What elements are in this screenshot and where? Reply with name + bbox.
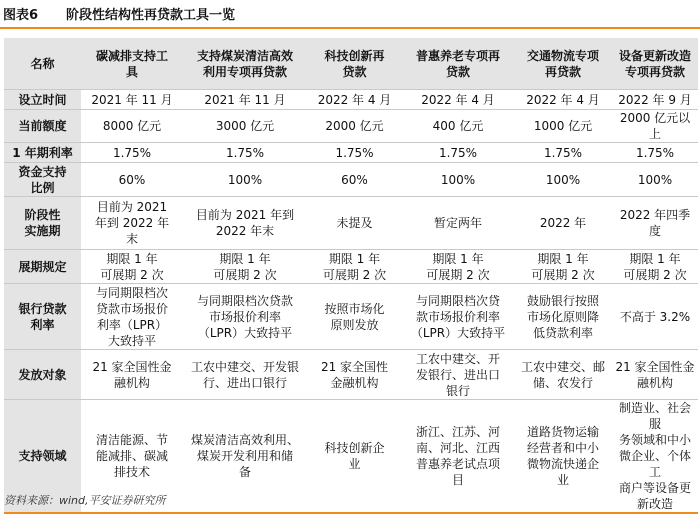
table-cell: 科技创新企 业 [324,441,385,471]
figure-title: 阶段性结构性再贷款工具一览 [66,8,236,23]
table-cell: 21 家全国性金 融机构 [615,359,695,390]
table-row [4,350,698,400]
table-row [4,110,698,143]
table-cell: 按照市场化 原则发放 [324,301,385,332]
row-header: 阶段性 实施期 [4,197,81,250]
table-cell: 1.75% [635,145,675,160]
table-cell: 与同期限档次贷 款市场报价利率 （LPR）大致持平 [410,293,506,340]
table-cell: 工农中建交、邮 储、农发行 [520,359,605,390]
column-header: 普惠养老专项再 贷款 [402,38,514,90]
table-cell: 与同期限档次贷款 市场报价利率 （LPR）大致持平 [196,293,293,340]
table-cell: 100% [440,172,476,187]
table-cell: 1.75% [438,145,478,160]
table-cell: 2022 年 9 月 [618,92,692,107]
column-header: 碳减排支持工 具 [81,38,183,90]
table-cell: 2021 年 11 月 [204,92,286,107]
table-cell: 100% [637,172,673,187]
table-cell: 1.75% [335,145,374,160]
table-cell: 2022 年 4 月 [526,92,600,107]
table-cell: 400 亿元 [432,119,484,133]
table-cell: 制造业、社会服 务领域和中小 微企业、个体工 商户等设备更 新改造 [618,401,691,511]
table-cell: 期限 1 年 可展期 2 次 [100,251,164,282]
table-row [4,284,698,350]
row-header: 发放对象 [4,350,81,400]
tools-table [4,38,698,514]
table-cell: 道路货物运输 经营者和中小 微物流快递企 业 [526,425,599,487]
corner-header: 名称 [4,38,81,90]
table-cell: 1.75% [225,145,265,160]
figure-title-bar [0,0,700,29]
table-cell: 1.75% [543,145,583,160]
table-cell: 鼓励银行按照 市场化原则降 低贷款利率 [526,293,599,340]
column-header: 科技创新再 贷款 [307,38,402,90]
table-cell: 2022 年 4 月 [421,92,495,107]
table-cell: 不高于 3.2% [619,309,691,324]
row-header: 支持领域 [4,400,81,514]
table-cell: 暂定两年 [433,216,482,230]
table-cell: 2022 年 4 月 [317,92,392,107]
column-header: 支持煤炭清洁高效 利用专项再贷款 [183,38,307,90]
table-cell: 期限 1 年 可展期 2 次 [213,251,277,282]
table-cell: 2022 年 [539,216,587,230]
table-cell: 1.75% [112,145,152,160]
table-row [4,163,698,197]
table-row [4,90,698,110]
row-header: 展期规定 [4,250,81,284]
row-header: 资金支持 比例 [4,163,81,197]
column-header: 交通物流专项 再贷款 [514,38,612,90]
figure-label: 图表6 [3,8,39,23]
table-cell: 2000 亿元以上 [619,111,691,141]
table-row [4,197,698,250]
table-cell: 目前为 2021 年到 2022 年 末 [94,200,170,246]
row-header: 1 年期利率 [4,143,81,163]
table-cell: 60% [341,172,368,187]
table-cell: 期限 1 年 可展期 2 次 [531,251,595,282]
row-header: 当前额度 [4,110,81,143]
table-cell: 1000 亿元 [533,119,593,133]
table-cell: 未提及 [336,216,373,230]
table-cell: 与同期限档次 贷款市场报价 利率（LPR） 大致持平 [95,285,168,348]
table-cell: 2021 年 11 月 [91,92,173,107]
table-row [4,250,698,284]
table-cell: 煤炭清洁高效利用、 煤炭开发利用和储 备 [190,433,299,479]
table-cell: 100% [545,172,581,187]
table-cell: 21 家全国性 金融机构 [320,359,389,390]
table-cell: 期限 1 年 可展期 2 次 [426,251,490,282]
table-cell: 100% [227,172,263,187]
column-header: 设备更新改造 专项再贷款 [612,38,698,90]
table-cell: 2000 亿元 [325,119,384,133]
table-cell: 期限 1 年 可展期 2 次 [623,251,687,282]
table-cell: 工农中建交、开 发银行、进出口 银行 [415,351,500,398]
table-cell: 期限 1 年 可展期 2 次 [322,251,387,282]
source-note: 资料来源：wind,平安证券研究所 [4,494,166,507]
table-cell: 60% [118,172,146,187]
table-cell: 8000 亿元 [102,119,162,133]
table-cell: 清洁能源、节 能减排、碳减 排技术 [95,433,168,479]
table-cell: 目前为 2021 年到 2022 年末 [195,208,295,238]
table-cell: 3000 亿元 [215,119,275,133]
table-cell: 2022 年四季度 [619,208,691,238]
table-cell: 21 家全国性金 融机构 [92,359,172,390]
table-cell: 工农中建交、开发银 行、进出口银行 [190,359,299,390]
row-header: 设立时间 [4,90,81,110]
header-row [4,38,698,90]
row-header: 银行贷款 利率 [4,284,81,350]
table-cell: 浙江、江苏、河 南、河北、江西 普惠养老试点项 目 [415,425,500,487]
table-row [4,143,698,163]
